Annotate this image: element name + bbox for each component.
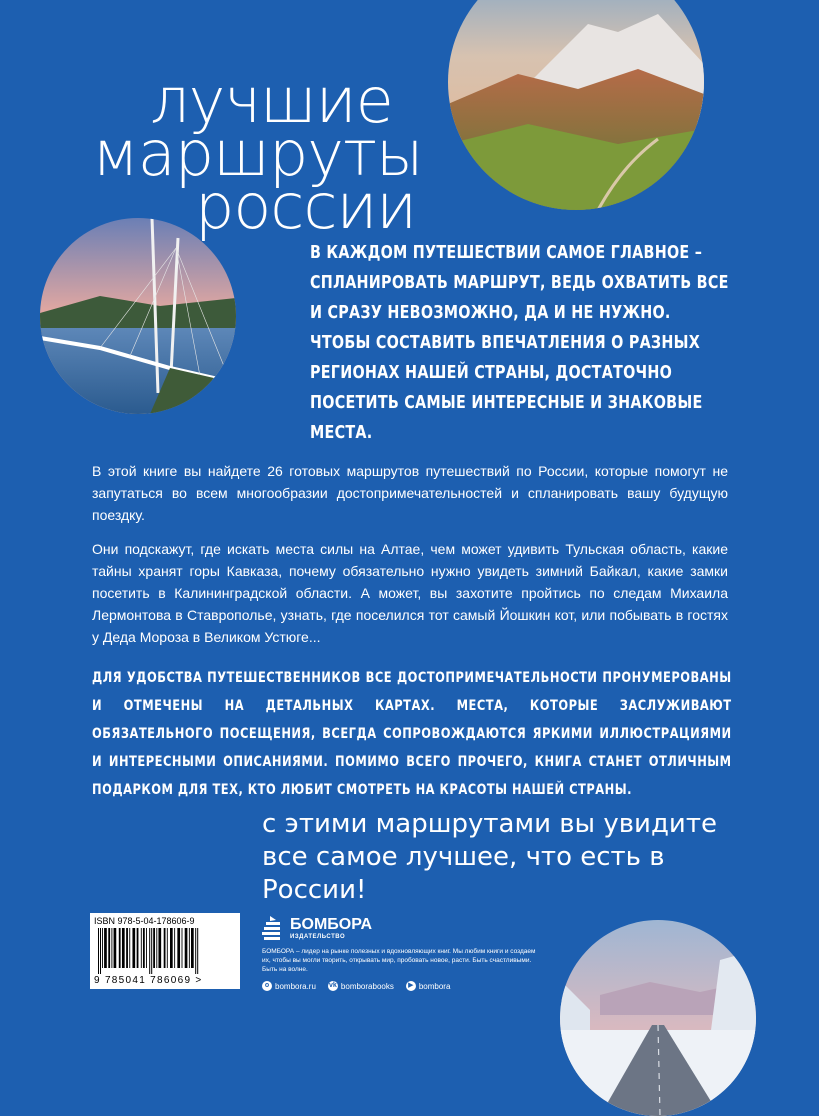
bridge-photo [40, 218, 236, 414]
body-paragraph-1: В этой книге вы найдете 26 готовых маршрутов путешествий по России, которые помогут не запутаться во всем многообразии достопримечательностей и спланировать вашу будущую поездку. [92, 463, 728, 523]
barcode-bar [146, 928, 147, 968]
barcode-bar [100, 928, 101, 974]
globe-icon: o [262, 981, 272, 991]
book-title-line-1: лучшие [150, 64, 393, 137]
barcode-bar [122, 928, 125, 968]
barcode-bar [182, 928, 183, 968]
barcode-bar [189, 928, 190, 968]
barcode-digits: 9 785041 786069 > [94, 975, 203, 986]
barcode-bar [143, 928, 145, 968]
barcode-bar [141, 928, 142, 968]
mountain-photo [448, 0, 704, 210]
play-icon: ▶ [406, 981, 416, 991]
barcode-bar [129, 928, 130, 968]
social-links [262, 981, 450, 991]
publisher-subtitle: ИЗДАТЕЛЬСТВО [290, 934, 346, 940]
barcode-bar [149, 928, 150, 974]
barcode-bar [195, 928, 196, 974]
barcode-bar [126, 928, 128, 968]
feature-paragraph: ДЛЯ УДОБСТВА ПУТЕШЕСТВЕННИКОВ ВСЕ ДОСТОПРИМЕЧАТЕЛЬНОСТИ ПРОНУМЕРОВАНЫ И ОТМЕЧЕНЫ НА ДЕТАЛЬНЫХ КАРТАХ. МЕСТА, КОТОРЫЕ ЗАСЛУЖИВАЮТ ОБЯЗАТЕЛЬНОГО ПОСЕЩЕНИЯ, ВСЕГДА СОПРОВОЖДАЮТСЯ ЯРКИМИ ИЛЛЮСТРАЦИЯМИ И ИНТЕРЕСНЫМИ ОПИСАНИЯМИ. ПОМИМО ВСЕГО ПРОЧЕГО, КНИГА СТАНЕТ ОТЛИЧНЫМ ПОДАРКОМ ДЛЯ ТЕХ, КТО ЛЮБИТ СМОТРЕТЬ НА КРАСОТЫ НАШЕЙ СТРАНЫ. [92, 670, 732, 798]
barcode-bar [119, 928, 121, 968]
barcode-bar [174, 928, 175, 968]
barcode-bar [164, 928, 166, 968]
barcode-bar [104, 928, 107, 968]
barcode-bar [151, 928, 152, 974]
barcode-bars [98, 928, 232, 974]
barcode [90, 913, 240, 989]
body-paragraph-2: Они подскажут, где искать места силы на Алтае, чем может удивить Тульская область, какие тайны хранят горы Кавказа, почему обязательно нужно увидеть зимний Байкал, какие замки посетить в Калининградской области. А может, вы захотите пройтись по следам Михаила Лермонтова в Ставрополье, узнать, где поселился тот самый Йошкин кот, или побывать в гостях у Деда Мороза в Великом Устюге... [92, 541, 728, 645]
vk-icon: vk [329, 982, 337, 989]
barcode-bar [170, 928, 173, 968]
barcode-bar [114, 928, 117, 968]
barcode-bar [191, 928, 194, 968]
lead-paragraph: В КАЖДОМ ПУТЕШЕСТВИИ САМОЕ ГЛАВНОЕ – СПЛАНИРОВАТЬ МАРШРУТ, ВЕДЬ ОХВАТИТЬ ВСЕ И СРАЗУ НЕВОЗМОЖНО, ДА И НЕ НУЖНО. ЧТОБЫ СОСТАВИТЬ ВПЕЧАТЛЕНИЯ О РАЗНЫХ РЕГИОНАХ НАШЕЙ СТРАНЫ, ДОСТАТОЧНО ПОСЕТИТЬ САМЫЕ ИНТЕРЕСНЫЕ И ЗНАКОВЫЕ МЕСТА. [310, 243, 729, 443]
barcode-bar [177, 928, 180, 968]
social-site[interactable] [262, 981, 316, 991]
book-title-line-2: маршруты [92, 117, 423, 190]
barcode-bar [137, 928, 139, 968]
publisher-blurb: БОМБОРА – лидер на рынке полезных и вдохновляющих книг. Мы любим книги и создаем их, чтобы вы могли творить, открывать мир, пробовать новое, расти. Быть счастливыми. Быть на волне. [262, 948, 536, 973]
winter-road-photo [560, 920, 756, 1116]
book-title-line-3: россии [195, 170, 417, 243]
bombora-logo-icon [262, 914, 288, 944]
barcode-bar [111, 928, 112, 968]
social-video-label: bombora [418, 981, 451, 991]
closing-statement: с этими маршрутами вы увидите все самое лучшее, что есть в России! [262, 809, 717, 905]
barcode-bar [158, 928, 161, 968]
social-video[interactable] [406, 981, 451, 991]
social-vk-label: bomborabooks [340, 981, 394, 991]
barcode-bar [102, 928, 103, 968]
isbn-label: ISBN 978-5-04-178606-9 [94, 916, 195, 926]
barcode-bar [156, 928, 157, 968]
barcode-bar [153, 928, 155, 968]
social-site-label: bombora.ru [275, 981, 316, 991]
barcode-bar [108, 928, 110, 968]
barcode-bar [98, 928, 99, 974]
barcode-bar [185, 928, 188, 968]
barcode-bar [132, 928, 135, 968]
publisher-name: БОМБОРА [290, 916, 373, 933]
barcode-bar [197, 928, 198, 974]
social-vk[interactable] [328, 981, 394, 991]
barcode-bar [167, 928, 168, 968]
